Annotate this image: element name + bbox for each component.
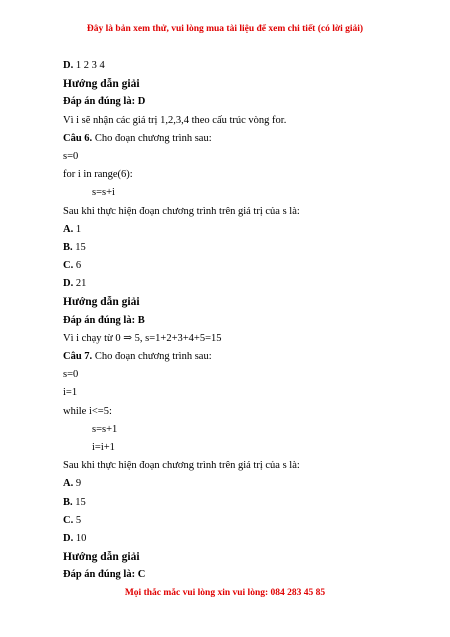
line-label: D. bbox=[63, 532, 74, 544]
line-label: B. bbox=[63, 241, 73, 253]
code-line-indented bbox=[63, 439, 403, 457]
line-label: D. bbox=[63, 278, 74, 290]
line-text: for i in range(6): bbox=[63, 169, 133, 181]
line-text: Cho đoạn chương trình sau: bbox=[94, 351, 212, 362]
labeled-line bbox=[63, 275, 403, 293]
labeled-line bbox=[63, 530, 403, 548]
labeled-line bbox=[63, 57, 403, 75]
line-label: D. bbox=[63, 60, 74, 71]
line-text: s=0 bbox=[63, 150, 79, 162]
line-text: i=1 bbox=[63, 387, 78, 399]
line-text: 1 2 3 4 bbox=[75, 60, 105, 71]
line-text: s=s+1 bbox=[92, 423, 118, 435]
answer-line bbox=[63, 312, 403, 330]
line-text: 15 bbox=[75, 496, 86, 508]
text-line bbox=[63, 112, 403, 130]
text-line bbox=[63, 366, 403, 384]
line-text: 15 bbox=[75, 241, 86, 253]
labeled-line bbox=[63, 494, 403, 512]
line-text: 6 bbox=[75, 260, 82, 272]
line-label: A. bbox=[63, 223, 74, 235]
labeled-line bbox=[63, 130, 403, 148]
labeled-line bbox=[63, 239, 403, 257]
preview-notice: Đây là bản xem thử, vui lòng mua tài liệu để xem chi tiết (có lời giải) bbox=[86, 24, 364, 34]
solution-heading: Hướng dẫn giải bbox=[63, 551, 140, 564]
contact-notice: Mọi thắc mắc vui lòng xin vui lòng: 084 283 45 85 bbox=[124, 588, 326, 598]
answer-line bbox=[63, 566, 403, 584]
line-text: 9 bbox=[75, 478, 82, 490]
answer-text: Đáp án đúng là: C bbox=[63, 569, 146, 581]
line-label: C. bbox=[63, 260, 74, 272]
line-label: B. bbox=[63, 496, 73, 508]
solution-heading: Hướng dẫn giải bbox=[63, 78, 140, 91]
line-text: 10 bbox=[75, 532, 87, 544]
line-text: 5 bbox=[75, 514, 82, 526]
solution-heading: Hướng dẫn giải bbox=[63, 296, 140, 309]
line-label: Câu 6. bbox=[63, 132, 93, 144]
labeled-line bbox=[63, 221, 403, 239]
line-text: Cho đoạn chương trình sau: bbox=[94, 132, 212, 144]
text-line bbox=[63, 403, 403, 421]
document-body bbox=[63, 57, 403, 584]
line-text: Sau khi thực hiện đoạn chương trình trên giá trị của s là: bbox=[63, 460, 300, 472]
text-line bbox=[63, 203, 403, 221]
code-line-indented bbox=[63, 184, 403, 202]
line-text: s=0 bbox=[63, 369, 79, 381]
code-line-indented bbox=[63, 421, 403, 439]
labeled-line bbox=[63, 257, 403, 275]
text-line bbox=[63, 148, 403, 166]
labeled-line bbox=[63, 475, 403, 493]
line-text: i=i+1 bbox=[92, 441, 115, 453]
answer-line bbox=[63, 93, 403, 111]
answer-text: Đáp án đúng là: D bbox=[63, 96, 146, 108]
line-text: s=s+i bbox=[92, 187, 115, 199]
line-text: Sau khi thực hiện đoạn chương trình trên giá trị của s là: bbox=[63, 205, 300, 217]
text-line bbox=[63, 330, 403, 348]
line-text: 21 bbox=[75, 278, 87, 290]
text-line bbox=[63, 384, 403, 402]
labeled-line bbox=[63, 512, 403, 530]
line-text: Vì i chạy từ 0 ⇒ 5, s=1+2+3+4+5=15 bbox=[63, 332, 222, 344]
line-text: Vì i sẽ nhận các giá trị 1,2,3,4 theo cấu trúc vòng for. bbox=[63, 114, 287, 126]
line-text: 1 bbox=[75, 223, 82, 235]
text-line bbox=[63, 166, 403, 184]
line-text: while i<=5: bbox=[63, 405, 112, 417]
answer-text: Đáp án đúng là: B bbox=[63, 314, 145, 326]
line-label: Câu 7. bbox=[63, 351, 93, 362]
labeled-line bbox=[63, 348, 403, 366]
line-label: A. bbox=[63, 478, 74, 490]
text-line bbox=[63, 457, 403, 475]
line-label: C. bbox=[63, 514, 74, 526]
